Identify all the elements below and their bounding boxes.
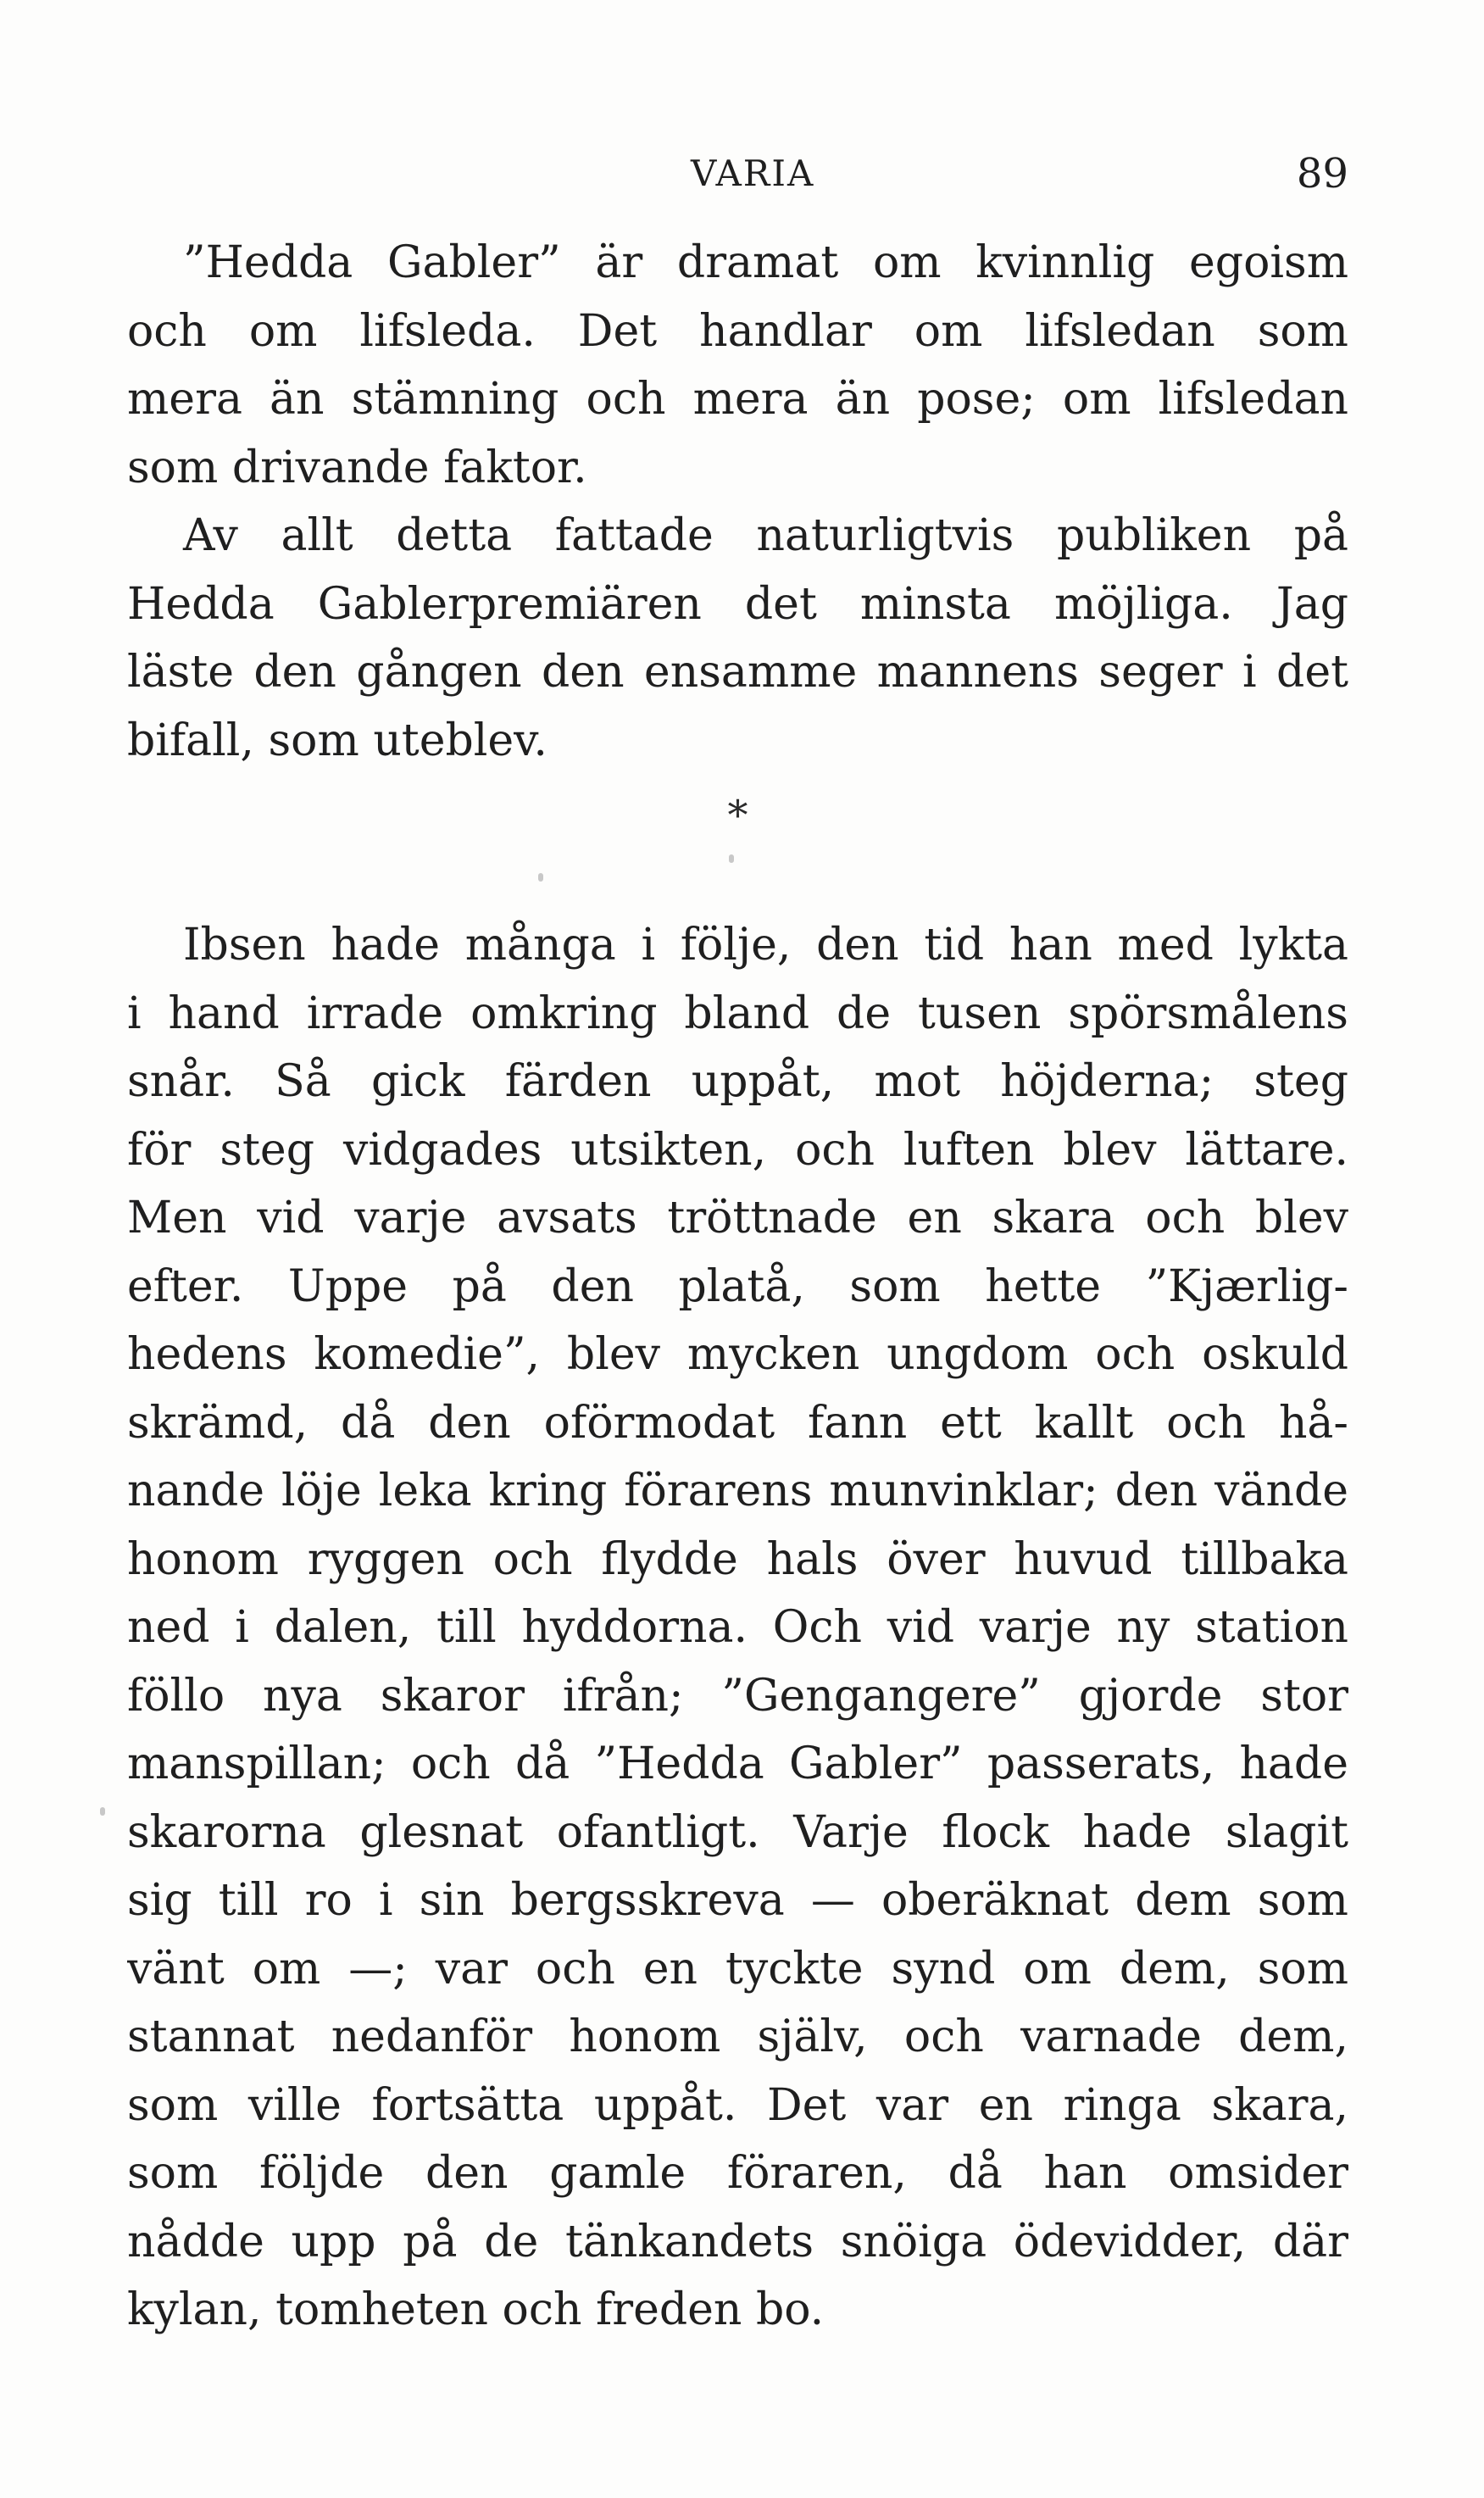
text-line: nådde upp på de tänkandets snöiga ödevidder, där bbox=[127, 2216, 1348, 2267]
text-line: stannat nedanför honom själv, och varnade dem, bbox=[127, 2011, 1348, 2062]
text-line: mera än stämning och mera än pose; om lifsledan bbox=[127, 374, 1348, 425]
text-line: som ville fortsätta uppåt. Det var en ringa skara, bbox=[127, 2079, 1348, 2131]
text-line: Hedda Gablerpremiären det minsta möjliga. Jag bbox=[127, 578, 1348, 630]
text-line: som drivande faktor. bbox=[127, 442, 587, 493]
section-separator bbox=[127, 775, 1348, 911]
text-line: nande löje leka kring förarens munvinklar; den vände bbox=[127, 1466, 1348, 1516]
text-line: ned i dalen, till hyddorna. Och vid varje ny station bbox=[127, 1602, 1348, 1653]
text-line: Men vid varje avsats tröttnade en skara och blev bbox=[127, 1193, 1348, 1243]
text-line: snår. Så gick färden uppåt, mot höjderna; steg bbox=[127, 1056, 1348, 1107]
text-line: ”Hedda Gabler” är dramat om kvinnlig egoism bbox=[183, 237, 1348, 288]
text-line: Av allt detta fattade naturligtvis publiken på bbox=[183, 510, 1348, 561]
text-line: och om lifsleda. Det handlar om lifsledan som bbox=[127, 305, 1348, 357]
text-line: hedens komedie”, blev mycken ungdom och oskuld bbox=[127, 1329, 1348, 1380]
page-number: 89 bbox=[1296, 150, 1348, 198]
asterisk-separator: * bbox=[727, 792, 748, 839]
page-body bbox=[127, 229, 1348, 2345]
print-speck bbox=[538, 873, 543, 882]
print-speck bbox=[729, 854, 734, 863]
text-line: läste den gången den ensamme mannens seger i det bbox=[127, 647, 1348, 698]
running-title: VARIA bbox=[691, 153, 815, 194]
text-line: honom ryggen och flydde hals över huvud tillbaka bbox=[127, 1533, 1348, 1585]
print-speck bbox=[100, 1807, 105, 1816]
text-line: skarorna glesnat ofantligt. Varje flock hade slagit bbox=[127, 1806, 1348, 1858]
text-line: för steg vidgades utsikten, och luften blev lättare. bbox=[127, 1124, 1348, 1176]
text-line: i hand irrade omkring bland de tusen spörsmålens bbox=[127, 988, 1348, 1039]
text-line: föllo nya skaror ifrån; ”Gengangere” gjorde stor bbox=[127, 1670, 1348, 1722]
text-line: kylan, tomheten och freden bo. bbox=[127, 2284, 825, 2335]
text-line: Ibsen hade många i följe, den tid han med lykta bbox=[183, 920, 1348, 971]
text-line: efter. Uppe på den platå, som hette ”Kjærlig- bbox=[127, 1260, 1348, 1312]
text-line: skrämd, då den oförmodat fann ett kallt och hå- bbox=[127, 1397, 1348, 1449]
text-line: vänt om —; var och en tyckte synd om dem, som bbox=[127, 1943, 1348, 1995]
paragraph-2 bbox=[127, 502, 1348, 775]
text-line: sig till ro i sin bergsskreva — oberäknat dem som bbox=[127, 1875, 1348, 1926]
text-line: som följde den gamle föraren, då han omsider bbox=[127, 2148, 1348, 2199]
page-header bbox=[127, 144, 1348, 203]
text-line: manspillan; och då ”Hedda Gabler” passerats, hade bbox=[127, 1739, 1348, 1789]
text-line: bifall, som uteblev. bbox=[127, 715, 547, 766]
paragraph-3 bbox=[127, 911, 1348, 2345]
paragraph-1 bbox=[127, 229, 1348, 502]
